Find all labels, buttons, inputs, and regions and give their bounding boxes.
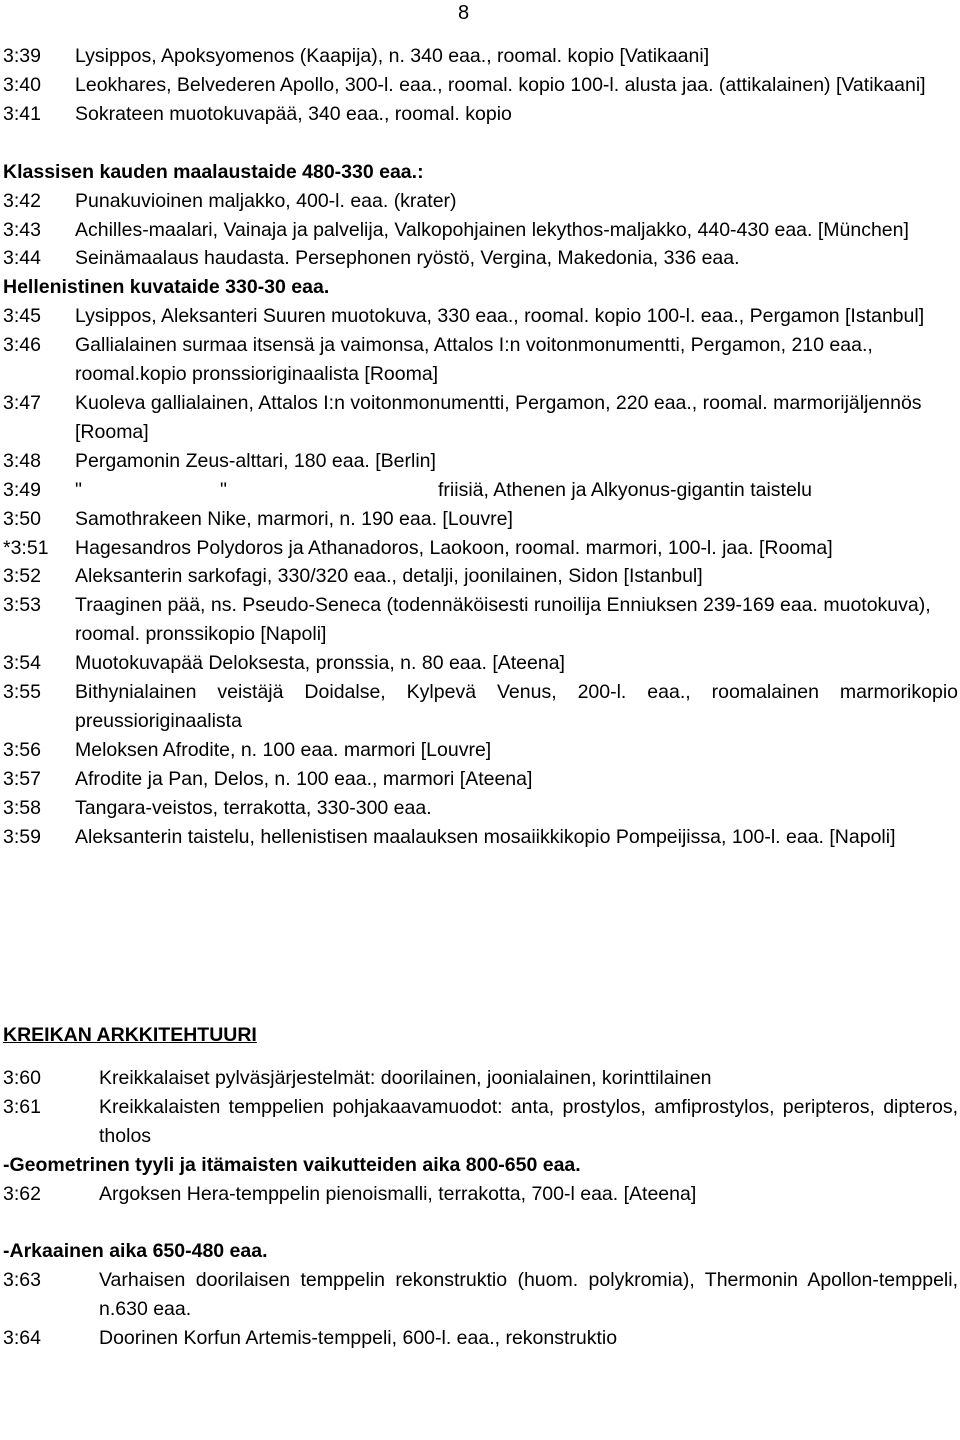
catalog-entry bbox=[3, 331, 958, 389]
entry-number: 3:43 bbox=[3, 218, 41, 241]
catalog-entry bbox=[3, 302, 958, 331]
entry-text: Afrodite ja Pan, Delos, n. 100 eaa., marmori [Ateena] bbox=[75, 767, 533, 790]
section-title: KREIKAN ARKKITEHTUURI bbox=[3, 1024, 257, 1047]
ditto-mark: " bbox=[75, 478, 82, 501]
catalog-entry bbox=[3, 534, 958, 563]
catalog-entry bbox=[3, 447, 958, 476]
catalog-entry bbox=[3, 736, 958, 765]
catalog-entry bbox=[3, 216, 958, 245]
entry-text: Traaginen pää, ns. Pseudo-Seneca (todennäköisesti runoilija Enniuksen 239-169 eaa. muotokuva), roomal. pronssikopio [Napoli] bbox=[75, 594, 931, 646]
entry-text: Achilles-maalari, Vainaja ja palvelija, Valkopohjainen lekythos-maljakko, 440-430 eaa. [München] bbox=[75, 218, 909, 241]
catalog-entry bbox=[3, 1180, 958, 1209]
entry-number: 3:46 bbox=[3, 334, 41, 357]
entry-text: Tangara-veistos, terrakotta, 330-300 eaa. bbox=[75, 796, 432, 819]
catalog-entry bbox=[3, 71, 958, 100]
entry-number: 3:57 bbox=[3, 767, 41, 790]
entry-text: Doorinen Korfun Artemis-temppeli, 600-l. eaa., rekonstruktio bbox=[99, 1326, 618, 1349]
entry-text: Bithynialainen veistäjä Doidalse, Kylpevä Venus, 200-l. eaa., roomalainen marmorikopio preussioriginaalista bbox=[75, 681, 958, 732]
entry-text: Leokhares, Belvederen Apollo, 300-l. eaa., roomal. kopio 100-l. alusta jaa. (attikalainen) [Vatikaani] bbox=[75, 73, 926, 96]
entry-text: Aleksanterin sarkofagi, 330/320 eaa., detalji, joonilainen, Sidon [Istanbul] bbox=[75, 565, 703, 588]
entry-text: Kreikkalaiset pylväsjärjestelmät: doorilainen, joonialainen, korinttilainen bbox=[99, 1067, 712, 1090]
catalog-entry bbox=[3, 505, 958, 534]
page-number: 8 bbox=[458, 2, 470, 24]
entry-number: 3:41 bbox=[3, 102, 41, 125]
entry-text: Varhaisen doorilaisen temppelin rekonstruktio (huom. polykromia), Thermonin Apollon-temppeli, n.630 eaa. bbox=[99, 1268, 958, 1320]
catalog-entry bbox=[3, 1064, 958, 1093]
entry-text: Seinämaalaus haudasta. Persephonen ryöstö, Vergina, Makedonia, 336 eaa. bbox=[75, 247, 740, 270]
entry-text: Punakuvioinen maljakko, 400-l. eaa. (krater) bbox=[75, 189, 457, 212]
entry-number: 3:64 bbox=[3, 1326, 41, 1349]
entry-text: Argoksen Hera-temppelin pienoismalli, terrakotta, 700-l eaa. [Ateena] bbox=[99, 1183, 697, 1205]
catalog-entry bbox=[3, 1093, 958, 1151]
catalog-entry bbox=[3, 591, 958, 649]
entry-text: Pergamonin Zeus-alttari, 180 eaa. [Berlin] bbox=[75, 449, 436, 472]
entry-number: 3:47 bbox=[3, 391, 41, 414]
entry-number: 3:49 bbox=[3, 478, 41, 501]
entry-number: *3:51 bbox=[3, 536, 49, 559]
catalog-entry bbox=[3, 42, 958, 71]
entry-number: 3:50 bbox=[3, 507, 41, 530]
entry-text: Hagesandros Polydoros ja Athanadoros, Laokoon, roomal. marmori, 100-l. jaa. [Rooma] bbox=[75, 536, 833, 559]
catalog-entry bbox=[3, 678, 958, 736]
catalog-entry bbox=[3, 1266, 958, 1324]
entry-number: 3:53 bbox=[3, 594, 41, 617]
catalog-entry bbox=[3, 100, 958, 129]
entry-text: Kreikkalaisten temppelien pohjakaavamuodot: anta, prostylos, amfiprostylos, peripteros, dipteros, tholos bbox=[99, 1096, 958, 1148]
entry-number: 3:54 bbox=[3, 652, 41, 675]
catalog-entry bbox=[3, 765, 958, 794]
ditto-mark: " bbox=[220, 478, 227, 501]
entry-text: Sokrateen muotokuvapää, 340 eaa., roomal. kopio bbox=[75, 102, 512, 125]
entry-number: 3:42 bbox=[3, 189, 41, 212]
entry-number: 3:61 bbox=[3, 1096, 41, 1119]
entry-text: Aleksanterin taistelu, hellenistisen maalauksen mosaiikkikopio Pompeijissa, 100-l. eaa. [Napoli] bbox=[75, 825, 896, 848]
entry-text: Muotokuvapää Deloksesta, pronssia, n. 80 eaa. [Ateena] bbox=[75, 652, 565, 675]
entry-number: 3:58 bbox=[3, 796, 41, 819]
section-heading-hellenistic: Hellenistinen kuvataide 330-30 eaa. bbox=[3, 276, 330, 299]
entry-text: Lysippos, Apoksyomenos (Kaapija), n. 340 eaa., roomal. kopio [Vatikaani] bbox=[75, 45, 710, 67]
entry-number: 3:63 bbox=[3, 1268, 41, 1291]
entry-number: 3:48 bbox=[3, 449, 41, 472]
entry-number: 3:60 bbox=[3, 1067, 41, 1090]
entry-number: 3:44 bbox=[3, 247, 41, 270]
catalog-entry bbox=[3, 562, 958, 591]
entry-number: 3:52 bbox=[3, 565, 41, 588]
section-heading-archaic: -Arkaainen aika 650-480 eaa. bbox=[3, 1239, 268, 1262]
section-heading-geometric: -Geometrinen tyyli ja itämaisten vaikutteiden aika 800-650 eaa. bbox=[3, 1154, 581, 1177]
catalog-entry bbox=[3, 649, 958, 678]
document-body bbox=[3, 42, 958, 1353]
catalog-entry bbox=[3, 389, 958, 447]
entry-text: Kuoleva gallialainen, Attalos I:n voitonmonumentti, Pergamon, 220 eaa., roomal. marmorijäljennös [Rooma] bbox=[75, 391, 922, 443]
entry-text: Samothrakeen Nike, marmori, n. 190 eaa. [Louvre] bbox=[75, 507, 513, 530]
entry-number: 3:59 bbox=[3, 825, 41, 848]
entry-number: 3:56 bbox=[3, 738, 41, 761]
section-heading-classical: Klassisen kauden maalaustaide 480-330 eaa.: bbox=[3, 160, 424, 183]
entry-text: Meloksen Afrodite, n. 100 eaa. marmori [Louvre] bbox=[75, 738, 492, 761]
entry-number: 3:62 bbox=[3, 1183, 41, 1205]
entry-text: Lysippos, Aleksanteri Suuren muotokuva, 330 eaa., roomal. kopio 100-l. eaa., Pergamon [Istanbul] bbox=[75, 305, 925, 328]
catalog-entry bbox=[3, 794, 958, 823]
entry-text: Gallialainen surmaa itsensä ja vaimonsa, Attalos I:n voitonmonumentti, Pergamon, 210 eaa., roomal.kopio pronssioriginaalista [Rooma] bbox=[75, 334, 873, 386]
entry-text-tail: friisiä, Athenen ja Alkyonus-gigantin taistelu bbox=[438, 478, 812, 501]
catalog-entry bbox=[3, 823, 958, 852]
entry-text bbox=[75, 476, 958, 505]
entry-number: 3:55 bbox=[3, 681, 41, 704]
catalog-entry bbox=[3, 476, 958, 505]
catalog-entry bbox=[3, 1324, 958, 1353]
entry-number: 3:40 bbox=[3, 73, 41, 96]
catalog-entry bbox=[3, 244, 958, 273]
catalog-entry bbox=[3, 187, 958, 216]
entry-number: 3:39 bbox=[3, 45, 41, 67]
entry-number: 3:45 bbox=[3, 305, 41, 328]
